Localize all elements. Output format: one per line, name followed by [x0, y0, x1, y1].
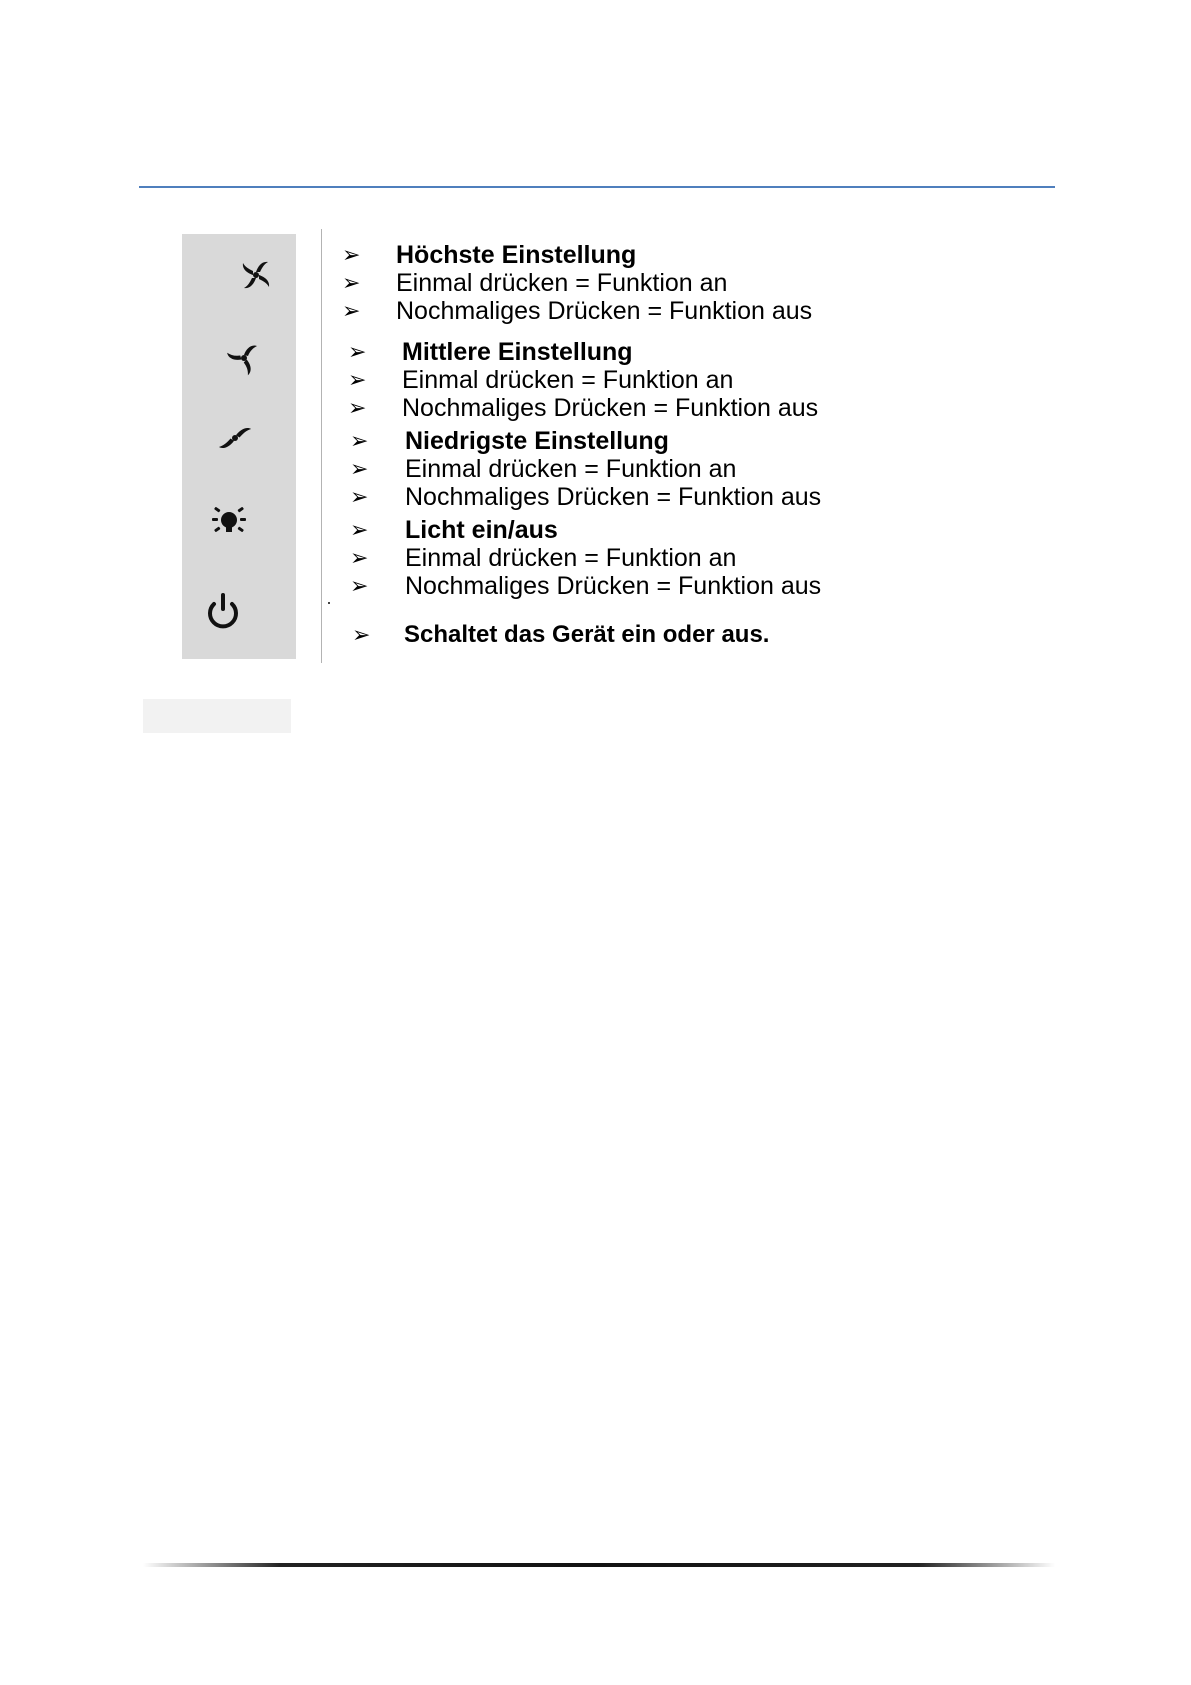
arrow-bullet: ➢: [350, 545, 369, 570]
arrow-bullet: ➢: [350, 573, 369, 598]
fan-high-icon: [237, 256, 275, 294]
header-rule: [139, 186, 1055, 188]
arrow-bullet: ➢: [348, 339, 367, 364]
arrow-bullet: ➢: [342, 298, 361, 323]
vertical-divider: [321, 229, 322, 663]
fan-medium-icon: [224, 339, 264, 377]
arrow-bullet: ➢: [350, 428, 369, 453]
footer-rule: [143, 1563, 1055, 1567]
arrow-bullet: ➢: [352, 622, 371, 647]
stray-dot: [328, 602, 330, 604]
arrow-bullet: ➢: [350, 456, 369, 481]
medium-press-once: Einmal drücken = Funktion an: [402, 366, 734, 394]
low-press-again: Nochmaliges Drücken = Funktion aus: [405, 483, 822, 511]
light-icon: [209, 504, 249, 538]
high-title: Höchste Einstellung: [396, 241, 637, 269]
light-press-once: Einmal drücken = Funktion an: [405, 544, 737, 572]
low-press-once: Einmal drücken = Funktion an: [405, 455, 737, 483]
high-press-once: Einmal drücken = Funktion an: [396, 269, 728, 297]
light-press-again: Nochmaliges Drücken = Funktion aus: [405, 572, 822, 600]
light-title: Licht ein/aus: [405, 516, 558, 544]
fan-low-icon: [216, 418, 254, 458]
arrow-bullet: ➢: [350, 517, 369, 542]
power-icon: [204, 592, 242, 630]
power-description: Schaltet das Gerät ein oder aus.: [404, 621, 770, 648]
arrow-bullet: ➢: [342, 242, 361, 267]
control-panel: [182, 234, 296, 659]
medium-title: Mittlere Einstellung: [402, 338, 633, 366]
arrow-bullet: ➢: [348, 367, 367, 392]
arrow-bullet: ➢: [350, 484, 369, 509]
arrow-bullet: ➢: [342, 270, 361, 295]
caption-placeholder-box: [143, 699, 291, 733]
medium-press-again: Nochmaliges Drücken = Funktion aus: [402, 394, 819, 422]
low-title: Niedrigste Einstellung: [405, 427, 669, 455]
arrow-bullet: ➢: [348, 395, 367, 420]
high-press-again: Nochmaliges Drücken = Funktion aus: [396, 297, 813, 325]
